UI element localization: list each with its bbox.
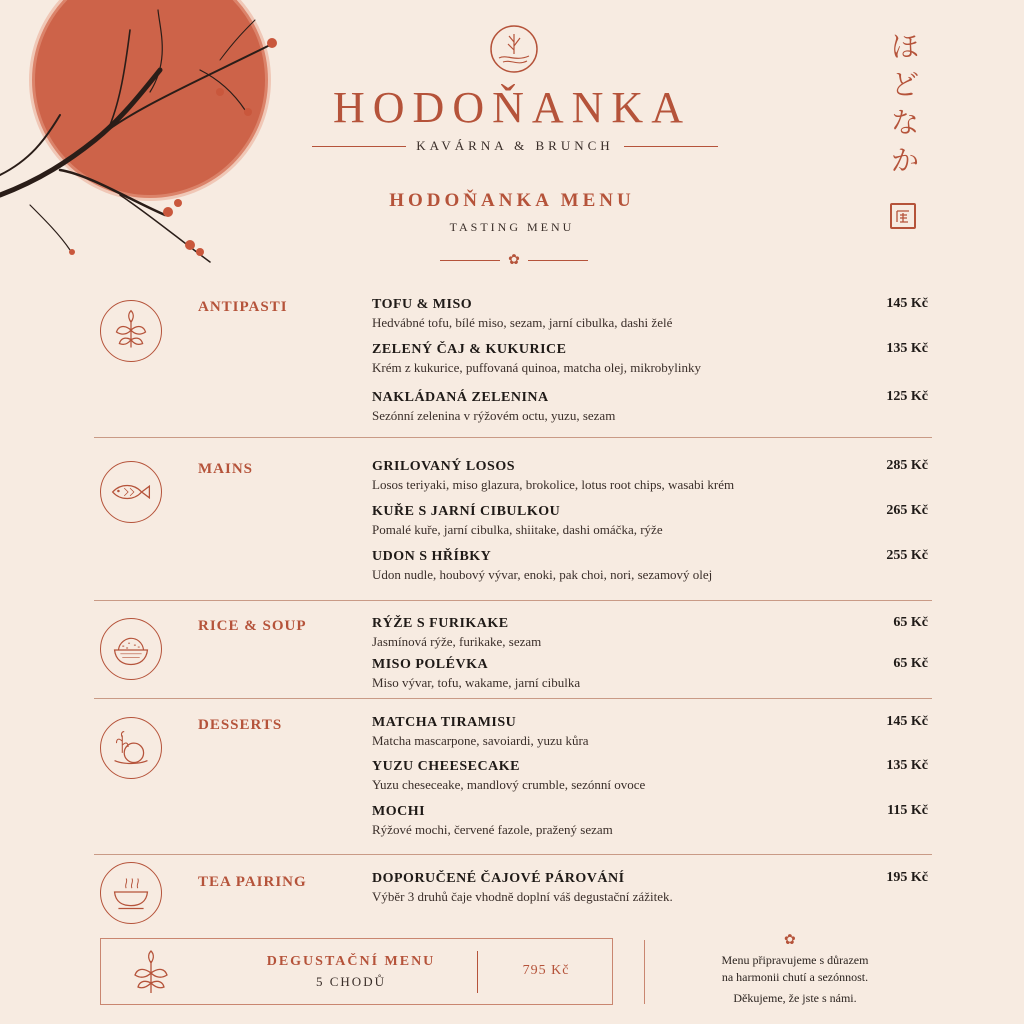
item-description: Pomalé kuře, jarní cibulka, shiitake, dashi omáčka, rýže — [372, 522, 663, 537]
menu-item — [372, 870, 928, 906]
footer-thanks: Děkujeme, že jste s námi. — [733, 991, 857, 1005]
item-name: MISO POLÉVKA — [372, 657, 489, 672]
menu-item — [372, 656, 928, 692]
item-price: 135 Kč — [886, 758, 928, 773]
seal-stamp-icon — [890, 203, 916, 229]
jp-char: ほ — [890, 30, 919, 63]
item-name: DOPORUČENÉ ČAJOVÉ PÁROVÁNÍ — [372, 871, 625, 886]
section-label: MAINS — [198, 461, 254, 477]
item-price: 125 Kč — [886, 389, 928, 404]
item-price: 115 Kč — [887, 803, 928, 818]
jp-char: ど — [890, 68, 919, 101]
tagline-rule-right — [624, 146, 718, 147]
footer-note — [690, 952, 900, 986]
divider-rule-left — [440, 260, 500, 261]
item-description: Krém z kukurice, puffovaná quinoa, matcha olej, mikrobylinky — [372, 360, 701, 375]
item-name: MOCHI — [372, 804, 426, 819]
item-price: 195 Kč — [886, 870, 928, 885]
section-antipasti — [94, 296, 932, 436]
section-desserts — [94, 714, 932, 854]
item-price: 265 Kč — [886, 503, 928, 518]
item-description: Sezónní zelenina v rýžovém octu, yuzu, sezam — [372, 408, 616, 423]
item-name: YUZU CHEESECAKE — [372, 759, 520, 774]
tasting-menu-price: 795 Kč — [522, 963, 570, 978]
title-divider — [440, 252, 588, 268]
item-price: 255 Kč — [886, 548, 928, 563]
jp-char: な — [890, 106, 919, 139]
item-name: MATCHA TIRAMISU — [372, 715, 517, 730]
item-name: ZELENÝ ČAJ & KUKURICE — [372, 342, 567, 357]
section-tea-pairing — [94, 870, 932, 930]
item-price: 65 Kč — [893, 615, 928, 630]
brand-name: HODOŇANKA — [333, 83, 691, 132]
item-name: NAKLÁDANÁ ZELENINA — [372, 390, 549, 405]
fish-icon — [100, 461, 162, 523]
tasting-menu-title: DEGUSTAČNÍ MENU — [266, 954, 436, 969]
logo-emblem-icon — [489, 24, 539, 74]
section-label: TEA PAIRING — [198, 874, 307, 890]
mochi-icon — [100, 717, 162, 779]
menu-item — [372, 548, 928, 584]
section-mains — [94, 458, 932, 598]
tasting-menu-box — [100, 938, 613, 1005]
item-description: Matcha mascarpone, savoiardi, yuzu kůra — [372, 733, 589, 748]
leaf-icon — [127, 949, 175, 995]
tasting-menu-courses: 5 CHODŮ — [316, 974, 386, 989]
footer-note-line: Menu připravujeme s důrazem — [721, 953, 869, 967]
menu-item — [372, 615, 928, 651]
item-description: Yuzu cheseceake, mandlový crumble, sezónní ovoce — [372, 777, 646, 792]
menu-item — [372, 714, 928, 750]
item-name: UDON S HŘÍBKY — [372, 549, 492, 564]
item-price: 135 Kč — [886, 341, 928, 356]
item-name: RÝŽE S FURIKAKE — [372, 616, 509, 631]
menu-subtitle: TASTING MENU — [449, 220, 575, 234]
tagline-rule-left — [312, 146, 406, 147]
rice-bowl-icon — [100, 618, 162, 680]
menu-item — [372, 341, 928, 377]
section-label: RICE & SOUP — [198, 618, 307, 634]
flower-icon: ✿ — [508, 252, 520, 268]
menu-title: HODOŇANKA MENU — [389, 190, 635, 211]
flower-icon: ✿ — [784, 933, 796, 948]
section-rice-soup — [94, 615, 932, 697]
item-description: Rýžové mochi, červené fazole, pražený sezam — [372, 822, 613, 837]
menu-item — [372, 389, 928, 425]
menu-item — [372, 803, 928, 839]
item-description: Losos teriyaki, miso glazura, brokolice, lotus root chips, wasabi krém — [372, 477, 735, 492]
item-description: Jasmínová rýže, furikake, sezam — [372, 634, 542, 649]
section-label: DESSERTS — [198, 717, 283, 733]
section-divider — [94, 854, 932, 855]
menu-item — [372, 458, 928, 494]
item-price: 285 Kč — [886, 458, 928, 473]
divider-rule-right — [528, 260, 588, 261]
item-price: 145 Kč — [886, 296, 928, 311]
section-divider — [94, 437, 932, 438]
leaf-icon — [100, 300, 162, 362]
item-name: TOFU & MISO — [372, 297, 473, 312]
footer-note-line: na harmonii chutí a sezónnost. — [721, 970, 869, 984]
item-price: 65 Kč — [893, 656, 928, 671]
item-price: 145 Kč — [886, 714, 928, 729]
menu-item — [372, 296, 928, 332]
menu-item — [372, 758, 928, 794]
section-label: ANTIPASTI — [198, 299, 288, 315]
item-description: Udon nudle, houbový vývar, enoki, pak choi, nori, sezamový olej — [372, 567, 713, 582]
item-description: Výběr 3 druhů čaje vhodně doplní váš degustační zážitek. — [372, 889, 673, 904]
tagline: KAVÁRNA & BRUNCH — [416, 138, 614, 153]
jp-char: か — [890, 144, 919, 177]
section-divider — [94, 698, 932, 699]
tea-bowl-icon — [100, 862, 162, 924]
item-name: KUŘE S JARNÍ CIBULKOU — [372, 504, 561, 519]
footer-separator — [477, 951, 478, 993]
item-description: Hedvábné tofu, bílé miso, sezam, jarní cibulka, dashi želé — [372, 315, 673, 330]
tagline-row — [312, 136, 718, 156]
item-description: Miso vývar, tofu, wakame, jarní cibulka — [372, 675, 581, 690]
section-divider — [94, 600, 932, 601]
footer-vertical-divider — [644, 940, 645, 1004]
japanese-vertical-text — [888, 28, 922, 180]
menu-item — [372, 503, 928, 539]
item-name: GRILOVANÝ LOSOS — [372, 459, 516, 474]
